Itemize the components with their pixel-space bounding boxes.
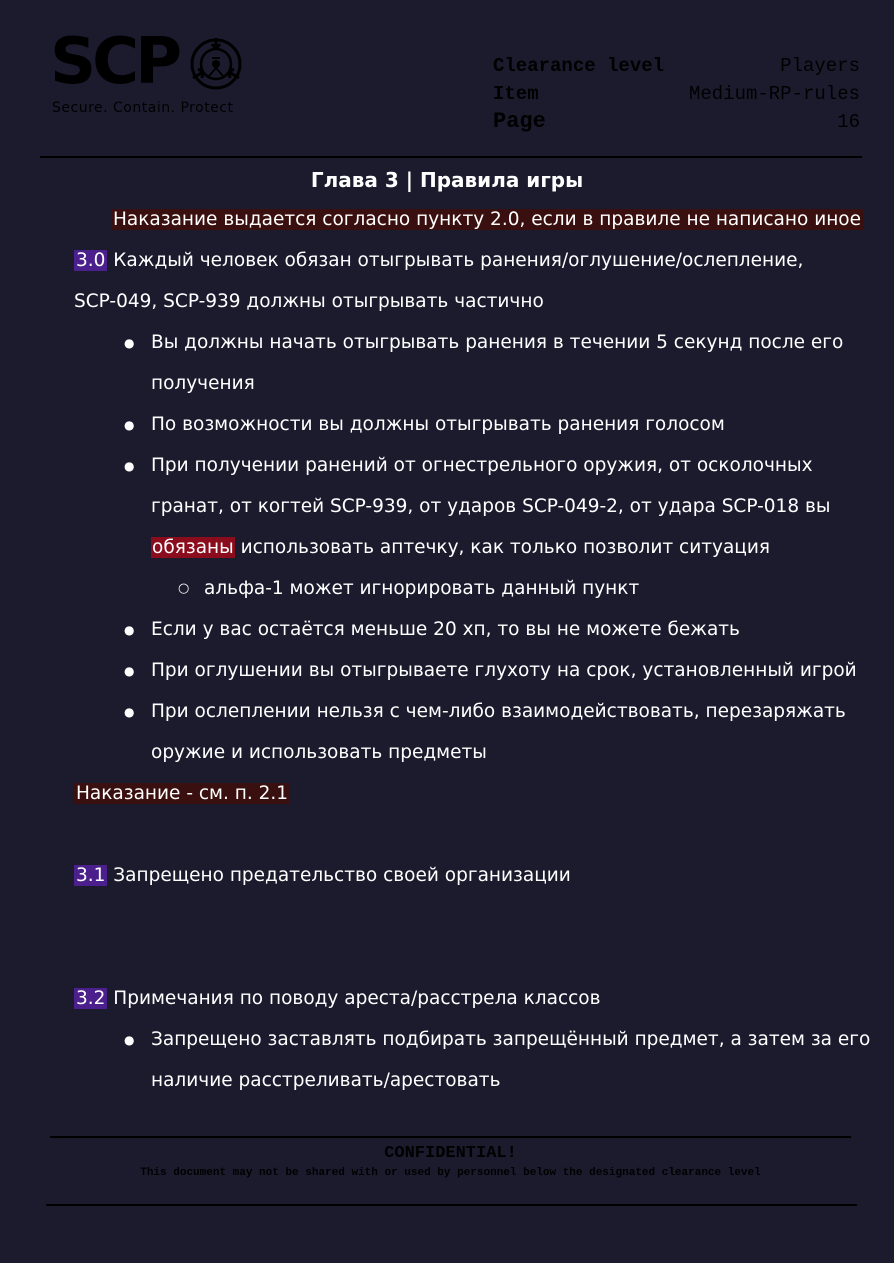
list-item-continuation: получения <box>151 373 255 394</box>
rule-number: 3.2 <box>76 988 106 1009</box>
list-item-continuation <box>74 533 854 574</box>
clearance-row <box>493 52 860 80</box>
chapter-title: Глава 3 | Правила игры <box>310 168 584 192</box>
emphasis-highlight: обязаны <box>152 537 234 558</box>
footer-text: This document may not be shared with or used by personnel below the designated clearance level <box>140 1167 761 1179</box>
penalty-line <box>74 779 854 820</box>
page-label: Page <box>493 109 546 134</box>
rule-text: Каждый человек обязан отыгрывать ранения/оглушение/ослепление, <box>107 250 804 271</box>
scp-seal-icon <box>184 32 248 96</box>
list-item: ● При ослеплении нельзя с чем-либо взаимодействовать, перезаряжать <box>74 697 854 738</box>
rule-3-2-line <box>74 984 854 1025</box>
intro-note-line <box>74 205 862 246</box>
rule-3-0-line <box>74 246 854 287</box>
logo-tagline: Secure. Contain. Protect <box>52 100 234 116</box>
page-number: 16 <box>837 111 860 133</box>
rule-3-1-line <box>74 861 854 902</box>
rule-text: Примечания по поводу ареста/расстрела классов <box>107 988 601 1009</box>
logo-text: SCP <box>50 25 178 99</box>
footer-divider <box>50 1136 851 1138</box>
document-body <box>74 205 871 1107</box>
list-item: ● Запрещено заставлять подбирать запрещённый предмет, а затем за его <box>74 1025 854 1066</box>
item-row <box>493 80 860 108</box>
rule-3-0-line-2: SCP-049, SCP-939 должны отыгрывать частично <box>74 291 544 312</box>
list-item: ● При оглушении вы отыгрываете глухоту на срок, установленный игрой <box>74 656 854 697</box>
list-item-continuation: наличие расстреливать/арестовать <box>151 1070 501 1091</box>
intro-note: Наказание выдается согласно пункту 2.0, если в правиле не написано иное <box>113 209 862 230</box>
confidential-footer <box>50 1136 851 1179</box>
rule-number: 3.1 <box>76 865 106 886</box>
list-item-continuation: гранат, от когтей SCP-939, от ударов SCP-049-2, от удара SCP-018 вы <box>151 496 831 517</box>
list-item-continuation: оружие и использовать предметы <box>151 742 487 763</box>
list-item: ● По возможности вы должны отыгрывать ранения голосом <box>74 410 854 451</box>
scp-logo <box>50 25 260 122</box>
list-item: ● Вы должны начать отыгрывать ранения в течении 5 секунд после его <box>74 328 854 369</box>
document-meta <box>493 52 860 136</box>
clearance-value: Players <box>780 55 860 77</box>
rule-text: Запрещено предательство своей организации <box>107 865 571 886</box>
rule-number: 3.0 <box>76 250 106 271</box>
list-item-text: использовать аптечку, как только позволит ситуация <box>234 537 771 558</box>
clearance-label: Clearance level <box>493 55 665 77</box>
page-row <box>493 108 860 136</box>
item-value: Medium-RP-rules <box>688 83 860 105</box>
penalty-note: Наказание - см. п. 2.1 <box>76 783 289 804</box>
footer-title: CONFIDENTIAL! <box>384 1144 517 1163</box>
sub-list-item: ○ альфа-1 может игнорировать данный пункт <box>74 574 854 615</box>
item-label: Item <box>493 83 539 105</box>
list-item: ● При получении ранений от огнестрельного оружия, от осколочных <box>74 451 854 492</box>
header-divider <box>40 156 862 158</box>
footer-bottom-divider <box>46 1204 857 1206</box>
list-item: ● Если у вас остаётся меньше 20 хп, то вы не можете бежать <box>74 615 854 656</box>
